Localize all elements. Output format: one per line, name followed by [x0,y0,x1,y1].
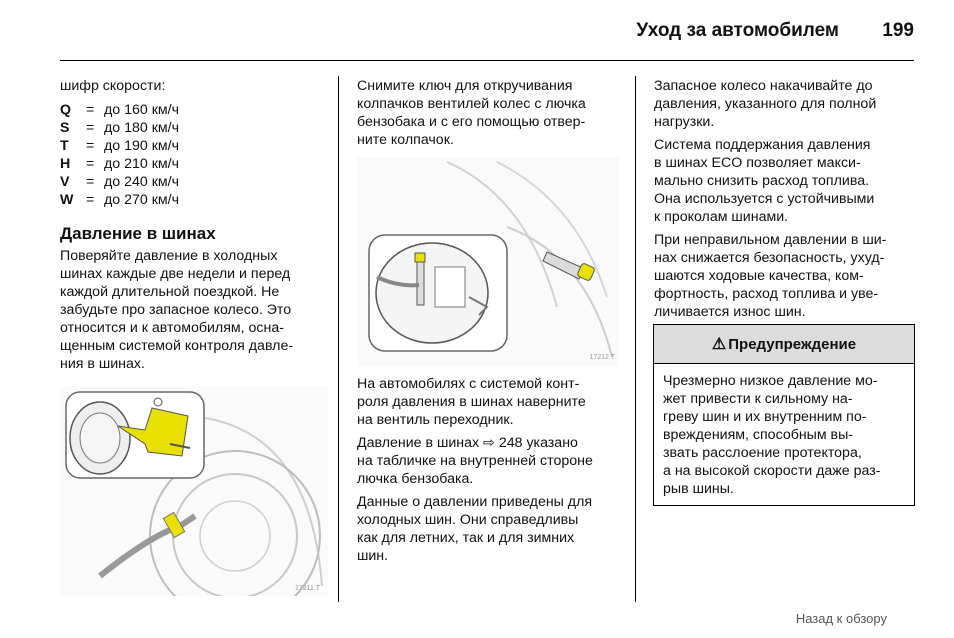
text-line: к проколам шинами. [654,209,789,225]
warning-header [654,325,914,364]
speed-code-value: до 240 км/ч [104,174,180,190]
instruction-paragraph [357,77,627,149]
text-line: а на высокой скорости даже раз- [663,463,881,479]
section-heading: Давление в шинах [60,224,216,243]
speed-code-row [60,101,179,119]
text-line: ния в шинах. [60,356,145,372]
speed-code-eq: = [86,192,95,208]
valve-stem-icon [543,252,595,281]
warning-body [654,364,914,506]
text-line: При неправильном давлении в ши- [654,232,887,248]
speed-code-eq: = [86,174,95,190]
text-line: Поверяйте давление в холодных [60,248,278,264]
column-3 [654,77,916,326]
column-divider-1 [338,76,339,602]
tire-pressure-paragraph [60,247,330,373]
speed-code-code: W [60,192,74,208]
speed-code-row [60,119,179,137]
text-line: колпачков вентилей колес с лючка [357,96,586,112]
wrong-pressure-paragraph [654,231,916,321]
back-to-overview-link[interactable]: Назад к обзору [795,611,887,626]
text-line: бензобака и с его помощью отвер- [357,114,586,130]
speed-intro: шифр скорости: [60,78,166,94]
figure-number: 17212 T [589,354,615,361]
fuel-flap-wheel-illustration [60,386,328,596]
figure-number: 17211 T [294,585,320,592]
eco-paragraph [654,136,916,226]
text-line: каждой длительной поездкой. Не [60,284,280,300]
text-line: мально снизить расход топлива. [654,173,870,189]
text-line: шаются ходовые качества, ком- [654,268,864,284]
text-line: шинах каждые две недели и перед [60,266,291,282]
text-line: на вентиль переходник. [357,412,514,428]
text-line: фортность, расход топлива и уве- [654,286,879,302]
speed-code-value: до 270 км/ч [104,192,180,208]
text-line: как для летних, так и для зимних [357,530,575,546]
speed-code-value: до 190 км/ч [104,138,180,154]
text-line: звать расслоение протектора, [663,445,862,461]
text-line: холодных шин. Они справедливы [357,512,579,528]
text-line: Снимите ключ для откручивания [357,78,573,94]
cold-tire-paragraph [357,493,627,565]
text-line: в шинах ECO позволяет макси- [654,155,861,171]
adapter-paragraph [357,375,627,429]
text-line: рыв шины. [663,481,734,497]
figure-fuel-flap-wheel [60,386,328,596]
text-line: греву шин и их внутренним по- [663,409,867,425]
speed-code-row [60,173,179,191]
speed-code-row [60,155,179,173]
speed-code-eq: = [86,102,95,118]
speed-code-eq: = [86,156,95,172]
text-line: роля давления в шинах наверните [357,394,586,410]
warning-triangle-icon: ⚠ [711,336,727,353]
speed-code-code: Q [60,102,72,118]
speed-code-value: до 210 км/ч [104,156,180,172]
page-number: 199 [882,20,914,41]
text-line: лючка бензобака. [357,471,474,487]
figure-valve-cap [357,157,619,367]
speed-code-code: T [60,138,69,154]
text-line: ните колпачок. [357,132,454,148]
text-line: личивается износ шин. [654,304,806,320]
speed-code-eq: = [86,120,95,136]
text-line: Данные о давлении приведены для [357,494,593,510]
column-divider-2 [635,76,636,602]
text-line: жет привести к сильному на- [663,391,853,407]
speed-code-value: до 180 км/ч [104,120,180,136]
text-line: Чрезмерно низкое давление мо- [663,373,878,389]
text-line: На автомобилях с системой конт- [357,376,580,392]
speed-code-code: H [60,156,71,172]
text-line: щенным системой контроля давле- [60,338,294,354]
speed-code-row [60,137,179,155]
text-line: на табличке на внутренней стороне [357,453,593,469]
header-divider [60,60,914,61]
warning-box [653,324,915,506]
warning-title: Предупреждение [728,335,857,353]
text-line: нагрузки. [654,114,715,130]
spare-wheel-paragraph [654,77,916,131]
valve-cap-illustration [357,157,619,367]
pressure-location-paragraph [357,434,627,488]
speed-code-code: S [60,120,70,136]
speed-code-code: V [60,174,70,190]
text-line: давления, указанного для полной [654,96,877,112]
text-line: Система поддержания давления [654,137,871,153]
speed-code-row [60,191,179,209]
cross-reference-link[interactable]: Давление в шинах ⇨ 248 указано [357,435,578,451]
speed-code-eq: = [86,138,95,154]
column-1 [60,77,330,373]
speed-code-value: до 160 км/ч [104,102,180,118]
page-section-title: Уход за автомобилем [636,20,839,41]
speed-code-table [60,101,179,209]
column-2 [357,77,627,154]
text-line: относится и к автомобилям, осна- [60,320,284,336]
column-2-lower [357,375,627,570]
text-line: вреждениям, способным вы- [663,427,854,443]
text-line: нах снижается безопасность, ухуд- [654,250,885,266]
text-line: забудьте про запасное колесо. Это [60,302,292,318]
text-line: Она используется с устойчивыми [654,191,875,207]
text-line: шин. [357,548,389,564]
text-line: Запасное колесо накачивайте до [654,78,873,94]
